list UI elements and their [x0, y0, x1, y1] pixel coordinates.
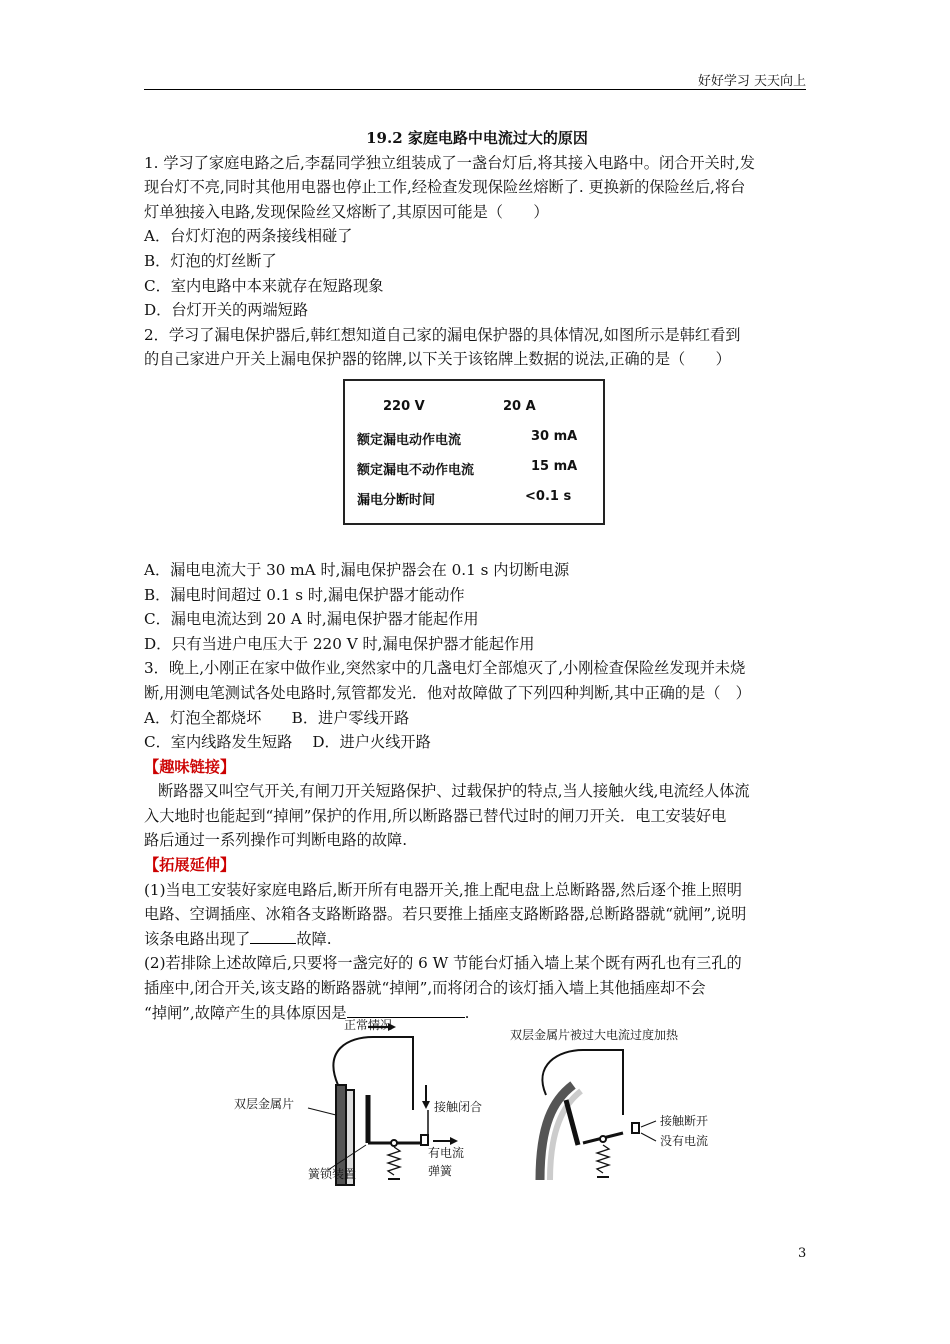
- q2-option-b: B．漏电时间超过 0.1 s 时,漏电保护器才能动作: [144, 585, 465, 604]
- arrow-right-icon: [450, 1137, 458, 1145]
- ext-p1-line: (1)当电工安装好家庭电路后,断开所有电器开关,推上配电盘上总断路器,然后逐个推上照明: [144, 880, 742, 899]
- nameplate-voltage: 220 V: [383, 399, 425, 414]
- label-normal: 正常情况: [344, 1018, 393, 1032]
- label-heated: 双层金属片被过大电流过度加热: [510, 1028, 679, 1042]
- q3-options-row: A．灯泡全都烧坏 B．进户零线开路: [144, 708, 410, 727]
- ext-p1-end: [144, 927, 810, 952]
- overload-state-diagram: [540, 1050, 656, 1180]
- contact-shape: [632, 1123, 639, 1133]
- arrow-down-icon: [422, 1101, 430, 1109]
- contact-shape: [421, 1135, 428, 1145]
- label-has-current: 有电流: [428, 1146, 465, 1160]
- q1-option-c: C．室内电路中本来就存在短路现象: [144, 276, 384, 295]
- label-bimetal: 双层金属片: [234, 1097, 295, 1111]
- pivot-shape: [391, 1140, 397, 1146]
- q3-line: 断,用测电笔测试各处电路时,氖管都发光．他对故障做了下列四种判断,其中正确的是（ ）: [144, 683, 751, 702]
- circuit-breaker-diagram: [228, 1015, 728, 1190]
- ext-p2-line: 插座中,闭合开关,该支路的断路器就“掉闸”,而将闭合的该灯插入墙上其他插座却不会: [144, 979, 706, 998]
- fun-line: 路后通过一系列操作可判断电路的故障.: [144, 831, 408, 850]
- q2-option-a: A．漏电电流大于 30 mA 时,漏电保护器会在 0.1 s 内切断电源: [144, 560, 570, 579]
- page-header: [144, 72, 806, 90]
- spring-shape: [388, 1147, 400, 1175]
- header-text: 好好学习 天天向上: [697, 74, 806, 89]
- pivot-shape: [600, 1136, 606, 1142]
- fun-link-heading: 【趣味链接】: [144, 757, 236, 776]
- label-no-current: 没有电流: [660, 1134, 709, 1148]
- page-number: 3: [798, 1246, 807, 1261]
- nameplate-label: 额定漏电不动作电流: [357, 463, 475, 478]
- q3-line: 3．晚上,小刚正在家中做作业,突然家中的几盏电灯全部熄灭了,小刚检查保险丝发现并未烧: [144, 659, 746, 678]
- label-contact-closed: 接触闭合: [434, 1100, 483, 1114]
- ext-p2-end-a: “掉闸”,故障产生的具体原因是: [144, 1003, 347, 1022]
- q2-option-c: C．漏电电流达到 20 A 时,漏电保护器才能起作用: [144, 610, 479, 629]
- answer-blank[interactable]: [250, 929, 296, 944]
- q1-line: 1. 学习了家庭电路之后,李磊同学独立组装成了一盏台灯后,将其接入电路中。闭合开关时,发: [144, 153, 755, 172]
- lever-shape: [566, 1100, 578, 1145]
- ext-p2-end-b: .: [464, 1003, 470, 1022]
- q2-line: 2．学习了漏电保护器后,韩红想知道自己家的漏电保护器的具体情况,如图所示是韩红看到: [144, 325, 741, 344]
- nameplate-label: 额定漏电动作电流: [357, 433, 462, 448]
- nameplate-value: <0.1 s: [525, 489, 572, 504]
- spring-shape: [597, 1145, 609, 1173]
- leakage-protector-nameplate: [343, 379, 605, 525]
- q1-option-d: D．台灯开关的两端短路: [144, 301, 309, 320]
- q1-option-a: A．台灯灯泡的两条接线相碰了: [144, 227, 353, 246]
- fun-line: 入大地时也能起到“掉闸”保护的作用,所以断路器已替代过时的闸刀开关．电工安装好电: [144, 806, 727, 825]
- ext-p1-end-a: 该条电路出现了: [144, 929, 251, 948]
- q3-options-row: C．室内线路发生短路 D．进户火线开路: [144, 733, 431, 752]
- label-lock: 簧锁装置: [308, 1167, 357, 1181]
- section-title: 19.2 家庭电路中电流过大的原因: [366, 129, 588, 147]
- document-body: [144, 126, 810, 1025]
- fun-line: 断路器又叫空气开关,有闸刀开关短路保护、过载保护的特点,当人接触火线,电流经人体流: [158, 782, 750, 801]
- q1-line: 现台灯不亮,同时其他用电器也停止工作,经检查发现保险丝熔断了. 更换新的保险丝后,将台: [144, 178, 746, 197]
- nameplate-value: 15 mA: [531, 459, 578, 474]
- q1-option-b: B．灯泡的灯丝断了: [144, 251, 277, 270]
- ext-p2-line: (2)若排除上述故障后,只要将一盏完好的 6 W 节能台灯插入墙上某个既有两孔也有三孔的: [144, 954, 742, 973]
- label-spring: 弹簧: [428, 1164, 453, 1178]
- ext-p1-end-b: 故障.: [296, 929, 332, 948]
- q2-option-d: D．只有当进户电压大于 220 V 时,漏电保护器才能起作用: [144, 634, 535, 653]
- nameplate-value: 30 mA: [531, 429, 578, 444]
- label-contact-open: 接触断开: [660, 1114, 709, 1128]
- nameplate-current: 20 A: [503, 399, 536, 414]
- ext-p1-line: 电路、空调插座、冰箱各支路断路器。若只要推上插座支路断路器,总断路器就“就闸”,说明: [144, 905, 747, 924]
- nameplate-label: 漏电分断时间: [357, 493, 436, 508]
- q2-line: 的自己家进户开关上漏电保护器的铭牌,以下关于该铭牌上数据的说法,正确的是（ ）: [144, 350, 731, 369]
- extension-heading: 【拓展延伸】: [144, 856, 236, 875]
- q1-line: 灯单独接入电路,发现保险丝又熔断了,其原因可能是（ ）: [144, 202, 549, 221]
